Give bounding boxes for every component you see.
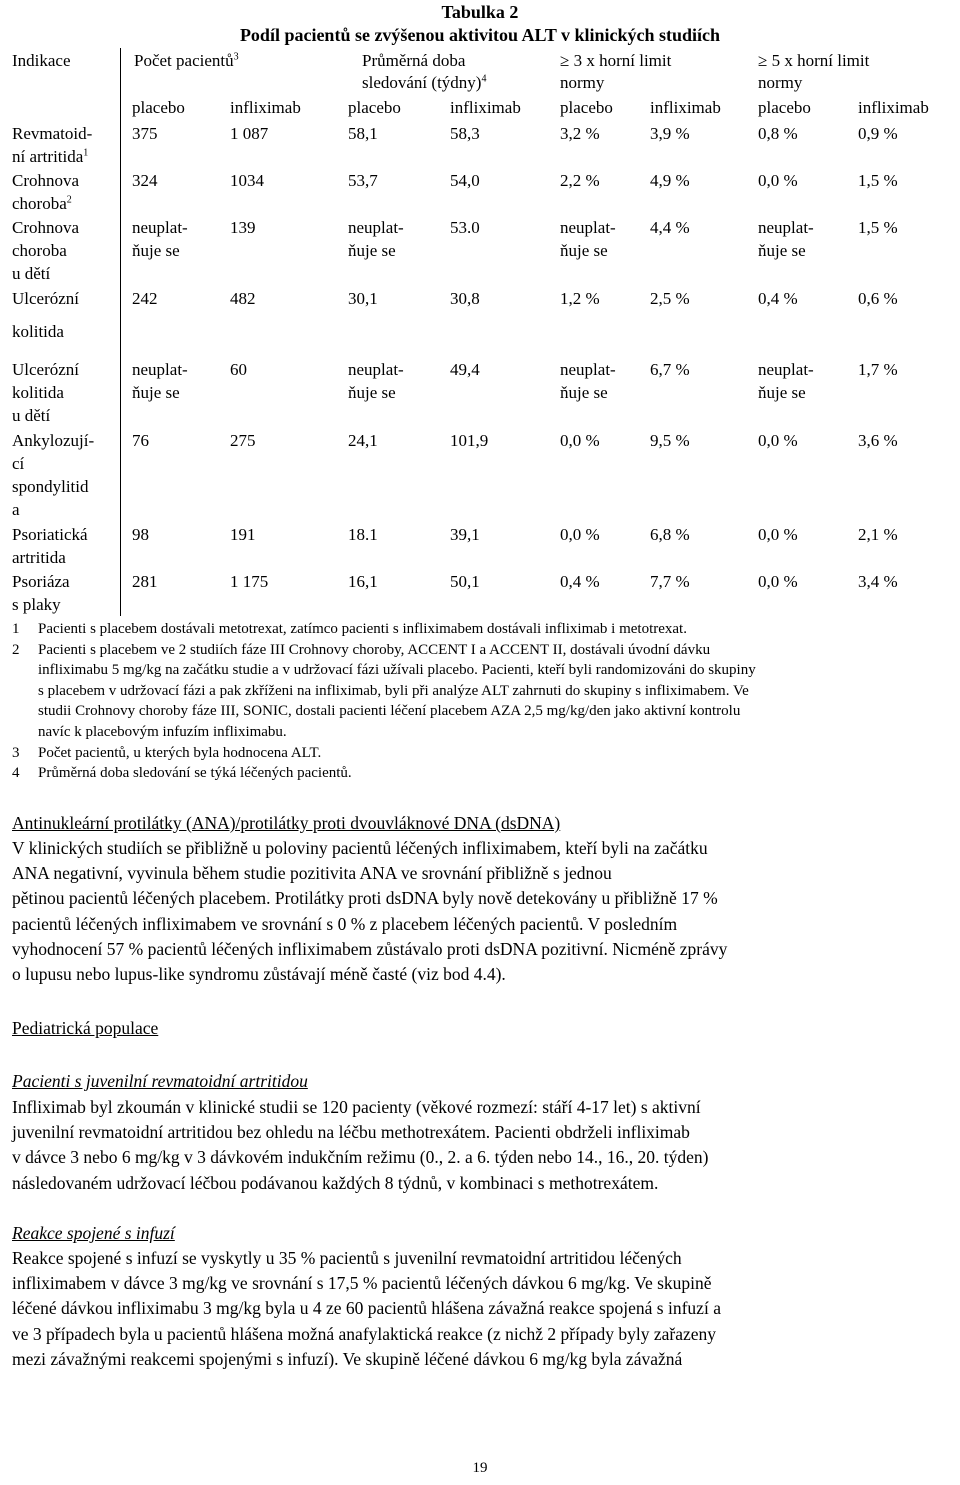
table-cell: 18.1 [348,525,378,544]
paragraph-line: mezi závažnými reakcemi spojenými s infuzí). Ve skupině léčené dávkou 6 mg/kg byla závažná [12,1348,683,1369]
table-cell: 53,7 [348,171,378,190]
indication-label: choroba [12,241,67,260]
subheader-cell: infliximab [858,98,929,117]
table-cell: 53.0 [450,218,480,237]
paragraph-line: vyhodnocení 57 % pacientů léčených infliximabem zůstávalo proti dsDNA pozitivní. Nicméně zprávy [12,938,728,959]
table-cell: 0,8 % [758,124,798,143]
table-cell: 1,5 % [858,218,898,237]
table-cell: neuplat- [348,360,404,379]
subheader-cell: infliximab [450,98,521,117]
header-5x-limit-normy: normy [758,73,803,92]
table-cell: 39,1 [450,525,480,544]
section-jra-heading: Pacienti s juvenilní revmatoidní artritidou [12,1071,308,1091]
header-3x-limit-normy: normy [560,73,605,92]
table-cell: 3,9 % [650,124,690,143]
table-cell: 30,8 [450,289,480,308]
table-cell: 139 [230,218,256,237]
indication-label: a [12,500,20,519]
header-3x-limit: ≥ 3 x horní limit [560,51,672,70]
table-cell: ňuje se [132,241,180,260]
paragraph-line: Reakce spojené s infuzí se vyskytly u 35 % pacientů s juvenilní revmatoidní artritidou léčených [12,1248,682,1268]
table-cell: 9,5 % [650,431,690,450]
header-doba-line1: Průměrná doba [362,51,466,70]
indication-label: Psoriatická [12,525,88,544]
table-cell: 6,8 % [650,525,690,544]
table-title: Tabulka 2 [441,2,519,22]
table-cell: ňuje se [560,383,608,402]
table-cell: 0,4 % [758,289,798,308]
table-cell: 1,5 % [858,171,898,190]
table-cell: neuplat- [348,218,404,237]
footnote-number: 2 [12,641,20,658]
paragraph-line: ANA negativní, vyvinula během studie pozitivita ANA ve srovnání přibližně s jednou [12,863,612,884]
table-cell: 0,9 % [858,124,898,143]
footnote-text: Průměrná doba sledování se týká léčených pacientů. [38,765,352,782]
table-cell: 2,5 % [650,289,690,308]
table-cell: 2,1 % [858,525,898,544]
table-cell: 0,6 % [858,289,898,308]
table-cell: neuplat- [758,360,814,379]
table-cell: 4,9 % [650,171,690,190]
indication-label: spondylitid [12,477,89,496]
footnote-text: s placebem v udržovací fázi a pak zkříženi na infliximab, byli při analýze ALT zahrnuti do skupiny s infliximabem. Ve [38,682,749,699]
header-5x-limit: ≥ 5 x horní limit [758,51,870,70]
table-cell: 54,0 [450,171,480,190]
header-doba-line2: sledování (týdny)$^4$ [362,73,487,92]
subheader-cell: placebo [560,98,613,117]
table-subtitle: Podíl pacientů se zvýšenou aktivitou ALT v klinických studiích [239,25,721,45]
table-cell: 275 [230,431,256,450]
table-cell: 3,6 % [858,431,898,450]
table-cell: 242 [132,289,158,308]
table-cell: 24,1 [348,431,378,450]
table-cell: 58,1 [348,124,378,143]
section-ped-heading: Pediatrická populace [12,1018,159,1038]
paragraph-line: V klinických studiích se přibližně u poloviny pacientů léčených infliximabem, kteří byli na začátku [12,838,708,858]
table-cell: 2,2 % [560,171,600,190]
table-cell: 49,4 [450,360,480,379]
table-cell: neuplat- [560,360,616,379]
indication-label: Ankylozují- [12,431,95,450]
footnote-text: Počet pacientů, u kterých byla hodnocena ALT. [38,744,322,761]
table-cell: 101,9 [450,431,489,450]
section-ana-heading: Antinukleární protilátky (ANA)/protilátky proti dvouvláknové DNA (dsDNA) [12,813,561,833]
table-cell: neuplat- [132,360,188,379]
paragraph-line: juvenilní revmatoidní artritidou bez ohledu na léčbu methotrexátem. Pacienti obdrželi infliximab [12,1122,690,1143]
table-cell: 0,4 % [560,572,600,591]
paragraph-line: Infliximab byl zkoumán v klinické studii se 120 pacienty (věkové rozmezí: stáří 4-17 let) s aktivní [12,1097,701,1117]
table-cell: 0,0 % [560,431,600,450]
section-infuze-heading: Reakce spojené s infuzí [12,1223,175,1243]
table-cell: 1,7 % [858,360,898,379]
indication-label: kolitida [12,322,64,341]
indication-label: Psoriáza [12,572,70,591]
indication-label: choroba$^2$ [12,194,72,213]
footnote-text: navíc k placebovým infuzím infliximabu. [38,724,287,740]
table-cell: 324 [132,171,158,190]
subheader-cell: placebo [132,98,185,117]
paragraph-line: o lupusu nebo lupus-like syndromu zůstávají méně časté (viz bod 4.4). [12,964,506,984]
table-cell: 0,0 % [758,525,798,544]
table-cell: 1034 [230,171,264,190]
table-cell: 375 [132,124,158,143]
footnote-number: 1 [12,621,20,637]
table-divider [120,48,121,616]
footnote-text: Pacienti s placebem ve 2 studiích fáze III Crohnovy choroby, ACCENT I a ACCENT II, dostávali úvodní dávku [38,641,711,658]
header-indikace: Indikace [12,51,71,70]
table-cell: 0,0 % [758,431,798,450]
paragraph-line: léčené dávkou infliximabu 3 mg/kg byla u 4 ze 60 pacientů hlášena závažná reakce spojená s infuzí a [12,1298,721,1319]
table-cell: 1 175 [230,572,269,591]
table-cell: 191 [230,525,256,544]
table-cell: neuplat- [560,218,616,237]
table-cell: 6,7 % [650,360,690,379]
table-cell: 30,1 [348,289,378,308]
footnote-text: Pacienti s placebem dostávali metotrexat, zatímco pacienti s infliximabem dostávali infliximab i metotrexat. [38,621,687,637]
table-cell: 58,3 [450,124,480,143]
subheader-cell: infliximab [230,98,301,117]
table-cell: 3,4 % [858,572,898,591]
indication-label: ní artritida$^1$ [12,147,89,166]
paragraph-line: pětinou pacientů léčených placebem. Protilátky proti dsDNA byly nově detekovány u přibližně 17 % [12,888,718,909]
table-cell: ňuje se [348,383,396,402]
table-cell: ňuje se [348,241,396,260]
table-cell: ňuje se [758,383,806,402]
paragraph-line: v dávce 3 nebo 6 mg/kg v 3 dávkovém indukčním režimu (0., 2. a 6. týden nebo 14., 16., 20. týden) [12,1147,709,1168]
indication-label: u dětí [12,406,51,425]
footnote-number: 4 [12,765,20,782]
footnote-text: studii Crohnovy choroby fáze III, SONIC, dostali pacienti léčení placebem AZA 2,5 mg/kg/den jako aktivní kontrolu [38,703,741,720]
indication-label: Revmatoid- [12,124,93,143]
indication-label: s plaky [12,595,61,614]
page-number: 19 [472,1460,488,1476]
header-pocet: Počet pacientů$^3$ [134,51,239,70]
paragraph-line: ve 3 případech byla u pacientů hlášena možná anafylaktická reakce (z nichž 2 případy byly zařazeny [12,1323,717,1344]
indication-label: u dětí [12,264,51,283]
footnote-number: 3 [12,744,20,761]
table-cell: ňuje se [560,241,608,260]
table-cell: ňuje se [132,383,180,402]
table-cell: 76 [132,431,149,450]
indication-label: artritida [12,548,66,567]
table-cell: 7,7 % [650,572,690,591]
table-cell: 482 [230,289,256,308]
indication-label: Ulcerózní [12,289,80,308]
table-cell: 1,2 % [560,289,600,308]
table-cell: 3,2 % [560,124,600,143]
table-cell: 281 [132,572,158,591]
table-cell: 4,4 % [650,218,690,237]
footnote-text: infliximabu 5 mg/kg na začátku studie a v udržovací fázi užívali placebo. Pacienti, kteří byli randomizováni do skupiny [38,662,756,679]
table-cell: 0,0 % [758,572,798,591]
indication-label: Ulcerózní [12,360,80,379]
table-cell: ňuje se [758,241,806,260]
table-cell: 60 [230,360,247,379]
table-cell: neuplat- [758,218,814,237]
table-cell: neuplat- [132,218,188,237]
paragraph-line: následovaném udržovací léčbou podávanou každých 8 týdnů, v kombinaci s methotrexátem. [12,1172,659,1193]
subheader-cell: placebo [758,98,811,117]
indication-label: cí [12,454,25,473]
indication-label: kolitida [12,383,64,402]
subheader-cell: infliximab [650,98,721,117]
table-cell: 0,0 % [758,171,798,190]
table-cell: 50,1 [450,572,480,591]
indication-label: Crohnova [12,171,80,190]
table-cell: 98 [132,525,149,544]
table-cell: 0,0 % [560,525,600,544]
table-cell: 1 087 [230,124,269,143]
indication-label: Crohnova [12,218,80,237]
subheader-cell: placebo [348,98,401,117]
paragraph-line: pacientů léčených infliximabem ve srovnání s 0 % z placebem léčených pacientů. V posledním [12,913,678,934]
paragraph-line: infliximabem v dávce 3 mg/kg ve srovnání s 17,5 % pacientů léčených dávkou 6 mg/kg. Ve skupině [12,1273,712,1294]
table-cell: 16,1 [348,572,378,591]
